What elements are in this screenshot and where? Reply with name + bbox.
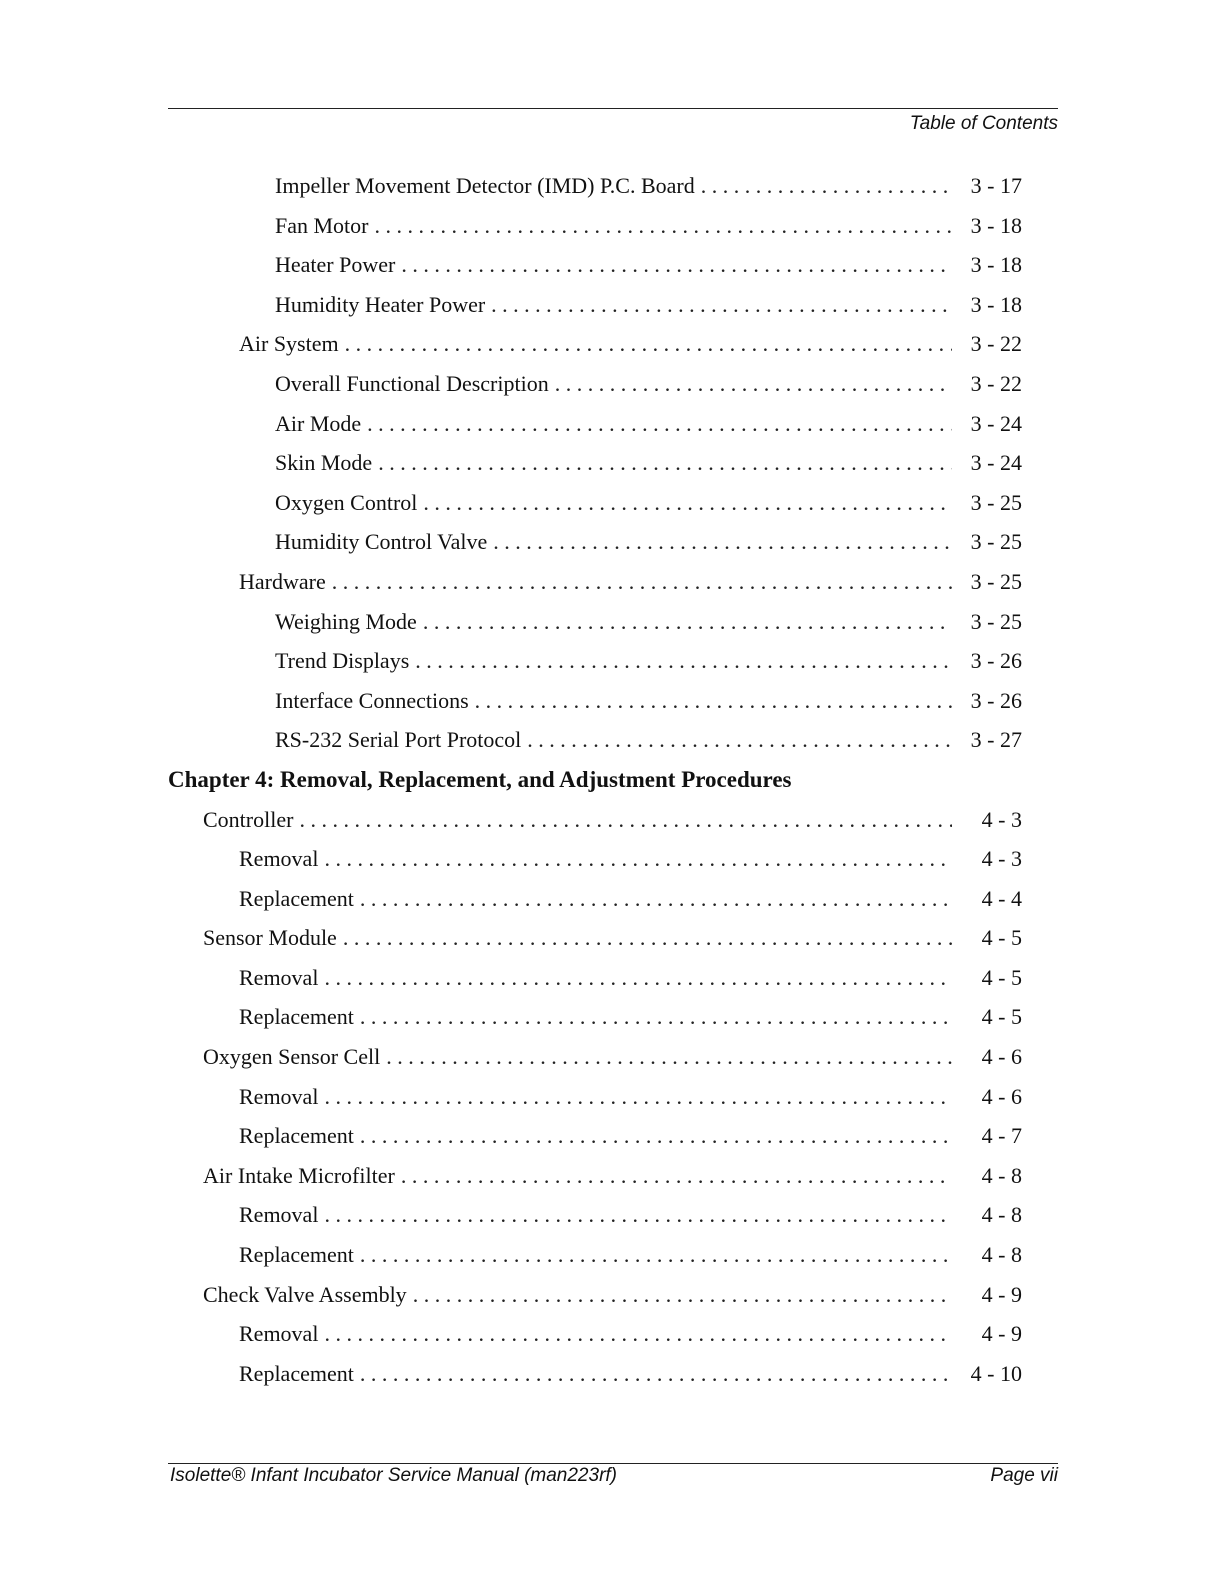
toc-entry-page: 4 - 8 [981,1202,1022,1228]
dot-leader [345,324,952,364]
toc-entry-label: Removal [239,1083,319,1109]
toc-entry[interactable] [0,1156,1222,1196]
toc-entry-label: RS-232 Serial Port Protocol [275,727,522,753]
dot-leader [493,522,952,562]
toc-entry-label: Replacement [239,885,354,911]
dot-leader [701,166,952,206]
toc-entry-label: Heater Power [275,252,396,278]
toc-entry[interactable] [0,958,1222,998]
toc-entry[interactable] [0,404,1222,444]
toc-entry[interactable] [0,1077,1222,1117]
dot-leader [378,443,952,483]
toc-entry-page: 4 - 5 [981,964,1022,990]
dot-leader [423,602,952,642]
dot-leader [324,1195,952,1235]
toc-entry-page: 3 - 24 [970,410,1022,436]
toc-entry[interactable] [0,918,1222,958]
toc-entry[interactable] [0,1354,1222,1394]
toc-entry-label: Humidity Heater Power [275,291,486,317]
dot-leader [386,1037,952,1077]
toc-entry-label: Interface Connections [275,687,469,713]
toc-entry-label: Impeller Movement Detector (IMD) P.C. Board [275,173,695,198]
toc-entry-label: Weighing Mode [275,608,417,634]
toc-entry[interactable] [0,324,1222,364]
toc-entry-label: Oxygen Sensor Cell [203,1044,381,1070]
toc-chapter-label: Chapter 4: Removal, Replacement, and Adjustment Procedures [168,766,792,792]
toc-entry-page: 3 - 22 [970,370,1022,396]
dot-leader [375,206,953,246]
toc-entry[interactable] [0,522,1222,562]
toc-entry-page: 3 - 24 [970,450,1022,476]
toc-entry-label: Removal [239,846,319,872]
toc-entry-page: 4 - 7 [981,1123,1022,1149]
toc-entry-label: Replacement [239,1242,354,1268]
dot-leader [423,483,952,523]
toc-entry-label: Replacement [239,1360,354,1386]
dot-leader [360,1235,952,1275]
toc-entry-page: 3 - 25 [970,529,1022,555]
toc-entry[interactable] [0,1275,1222,1315]
toc-entry-label: Controller [203,806,294,832]
toc-entry-label: Replacement [239,1004,354,1030]
toc-entry-page: 4 - 8 [981,1242,1022,1268]
footer-manual-title: Isolette® Infant Incubator Service Manual (man223rf) [170,1465,618,1486]
toc-entry-label: Oxygen Control [275,489,418,515]
toc-entry[interactable] [0,562,1222,602]
dot-leader [555,364,952,404]
toc-entry-page: 4 - 8 [981,1162,1022,1188]
toc-entry-page: 3 - 26 [970,648,1022,674]
toc-chapter-heading[interactable] [0,760,1222,800]
toc-entry-page: 4 - 5 [981,925,1022,951]
toc-entry-label: Removal [239,964,319,990]
toc-entry-page: 3 - 18 [970,212,1022,238]
toc-entry-page: 3 - 25 [970,568,1022,594]
toc-entry-page: 4 - 5 [981,1004,1022,1030]
toc-entry-label: Sensor Module [203,925,337,951]
toc-entry-page: 4 - 4 [981,885,1022,911]
toc-entry-page: 3 - 27 [970,727,1022,753]
toc-entry[interactable] [0,681,1222,721]
dot-leader [360,1354,952,1394]
dot-leader [324,1314,952,1354]
toc-entry[interactable] [0,364,1222,404]
dot-leader [324,1077,952,1117]
dot-leader [413,1275,952,1315]
toc-entry-page: 3 - 18 [970,252,1022,278]
toc-entry[interactable] [0,1116,1222,1156]
toc-entry[interactable] [0,602,1222,642]
toc-entry-label: Trend Displays [275,648,410,674]
dot-leader [360,1116,952,1156]
toc-entry[interactable] [0,1037,1222,1077]
toc-entry[interactable] [0,800,1222,840]
dot-leader [415,641,952,681]
toc-entry-page: 4 - 9 [981,1281,1022,1307]
toc-entry-page: 3 - 22 [970,331,1022,357]
toc-entry-label: Air System [239,331,339,357]
toc-entry[interactable] [0,245,1222,285]
toc-entry-label: Overall Functional Description [275,370,549,396]
table-of-contents [0,166,1222,1393]
toc-entry-page: 4 - 6 [981,1044,1022,1070]
toc-entry[interactable] [0,641,1222,681]
dot-leader [324,839,952,879]
dot-leader [367,404,952,444]
dot-leader [324,958,952,998]
toc-entry[interactable] [0,206,1222,246]
dot-leader [475,681,952,721]
footer-page-number: Page vii [990,1465,1058,1486]
dot-leader [299,800,952,840]
toc-entry-page: 4 - 3 [981,806,1022,832]
toc-entry-page: 3 - 25 [970,608,1022,634]
toc-entry-label: Hardware [239,568,326,594]
toc-entry[interactable] [0,839,1222,879]
toc-entry[interactable] [0,1314,1222,1354]
toc-entry-page: 3 - 25 [970,489,1022,515]
footer-rule [168,1463,1058,1464]
toc-entry-label: Replacement [239,1123,354,1149]
toc-entry-page: 4 - 3 [981,846,1022,872]
toc-entry[interactable] [0,483,1222,523]
toc-entry[interactable] [0,1235,1222,1275]
toc-entry[interactable] [0,443,1222,483]
toc-entry-label: Removal [239,1202,319,1228]
toc-entry-page: 4 - 9 [981,1321,1022,1347]
toc-entry-label: Check Valve Assembly [203,1281,407,1307]
header-rule [168,108,1058,109]
toc-entry[interactable] [0,166,1222,206]
toc-entry-label: Fan Motor [275,212,369,238]
toc-entry-page: 4 - 6 [981,1083,1022,1109]
toc-entry-page: 3 - 18 [970,291,1022,317]
toc-entry-label: Air Intake Microfilter [203,1162,395,1188]
running-header-title: Table of Contents [909,113,1058,134]
dot-leader [332,562,952,602]
toc-entry[interactable] [0,1195,1222,1235]
toc-entry-page: 4 - 10 [970,1360,1022,1386]
toc-entry-page: 3 - 17 [970,173,1022,198]
dot-leader [360,879,952,919]
dot-leader [401,245,952,285]
dot-leader [527,720,952,760]
toc-entry[interactable] [0,879,1222,919]
toc-entry[interactable] [0,285,1222,325]
dot-leader [491,285,952,325]
toc-entry-label: Skin Mode [275,450,373,476]
toc-entry-page: 3 - 26 [970,687,1022,713]
toc-entry-label: Air Mode [275,410,362,436]
toc-entry[interactable] [0,720,1222,760]
toc-entry-label: Humidity Control Valve [275,529,488,555]
toc-entry[interactable] [0,997,1222,1037]
dot-leader [343,918,952,958]
dot-leader [401,1156,952,1196]
dot-leader [360,997,952,1037]
toc-entry-label: Removal [239,1321,319,1347]
